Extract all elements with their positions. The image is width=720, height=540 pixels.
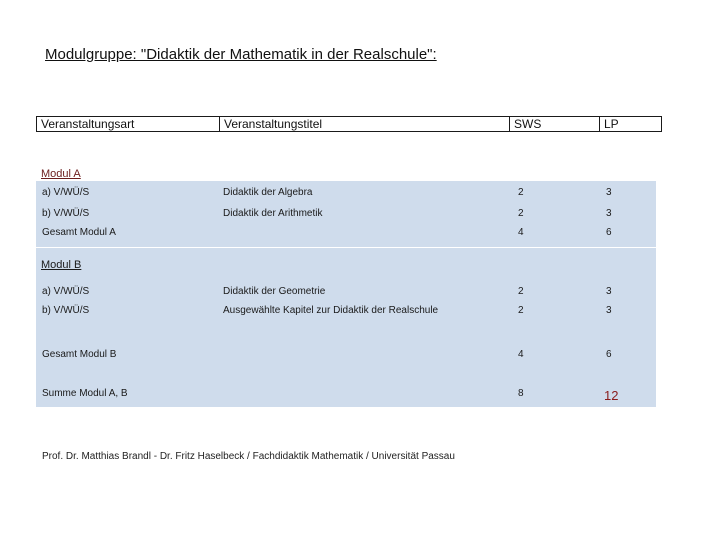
modul-a-row2-art: b) V/WÜ/S [42, 208, 90, 219]
modul-b-total-sws: 4 [518, 349, 524, 360]
modul-b-row1-titel: Didaktik der Geometrie [223, 286, 326, 297]
page-title: Modulgruppe: "Didaktik der Mathematik in der Realschule": [45, 46, 437, 63]
modul-a-row2-sws: 2 [518, 208, 524, 219]
modul-b-row2-sws: 2 [518, 305, 524, 316]
modul-a-block [36, 181, 656, 247]
modul-b-total-label: Gesamt Modul B [42, 349, 117, 360]
modul-b-row1-lp: 3 [606, 286, 612, 297]
modul-b-row1-sws: 2 [518, 286, 524, 297]
modul-a-row1-sws: 2 [518, 187, 524, 198]
modul-b-row2-art: b) V/WÜ/S [42, 305, 90, 316]
modul-b-row1-art: a) V/WÜ/S [42, 286, 90, 297]
modul-b-row2-lp: 3 [606, 305, 612, 316]
table-header [36, 116, 662, 132]
modul-a-total-lp: 6 [606, 227, 612, 238]
modul-a-row1-art: a) V/WÜ/S [42, 187, 90, 198]
header-sws: SWS [509, 117, 597, 131]
summe-sws: 8 [518, 388, 524, 399]
modul-a-row1-lp: 3 [606, 187, 612, 198]
modul-b-block [36, 248, 656, 407]
modul-b-label: Modul B [41, 259, 82, 271]
modul-a-total-label: Gesamt Modul A [42, 227, 116, 238]
modul-a-total-sws: 4 [518, 227, 524, 238]
header-veranstaltungsart: Veranstaltungsart [41, 117, 135, 131]
header-lp: LP [599, 117, 661, 131]
modul-a-label: Modul A [41, 168, 81, 180]
footer-credit: Prof. Dr. Matthias Brandl - Dr. Fritz Haselbeck / Fachdidaktik Mathematik / Universität Passau [42, 451, 455, 462]
header-veranstaltungstitel: Veranstaltungstitel [219, 117, 505, 131]
modul-b-row2-titel: Ausgewählte Kapitel zur Didaktik der Realschule [223, 305, 439, 316]
modul-b-total-lp: 6 [606, 349, 612, 360]
summe-lp: 12 [604, 388, 619, 403]
summe-label: Summe Modul A, B [42, 388, 128, 399]
modul-a-row1-titel: Didaktik der Algebra [223, 187, 313, 198]
modul-a-row2-titel: Didaktik der Arithmetik [223, 208, 323, 219]
modul-a-row2-lp: 3 [606, 208, 612, 219]
